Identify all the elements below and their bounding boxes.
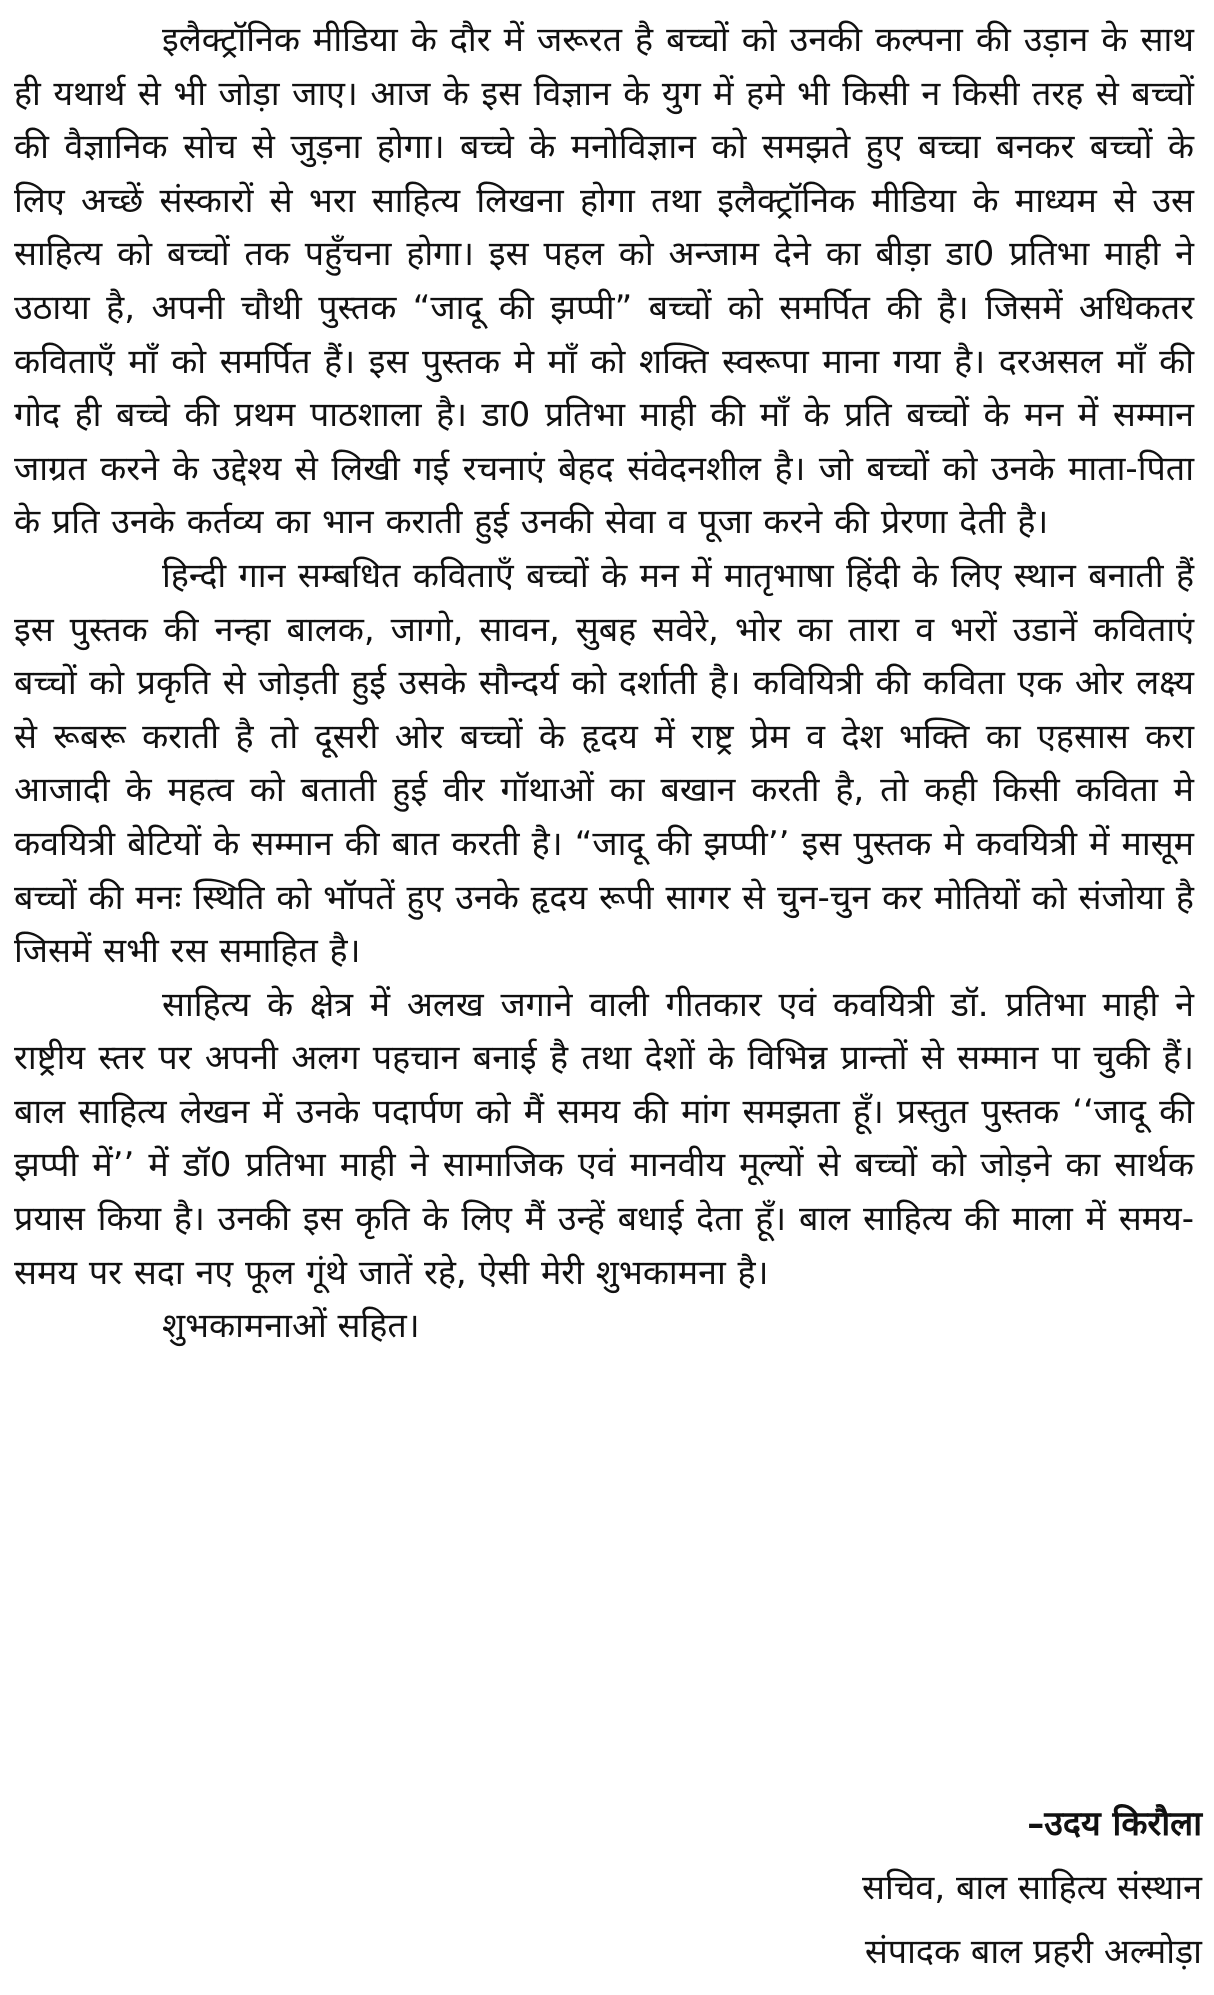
signature-block xyxy=(862,1792,1202,1984)
signature-title-secretary: सचिव, बाल साहित्य संस्थान xyxy=(862,1868,1202,1908)
closing-line: शुभकामनाओं सहित। xyxy=(162,1306,420,1347)
paragraph-2: हिन्दी गान सम्बधित कविताएँ बच्चों के मन में मातृभाषा हिंदी के लिए स्थान बनाती हैं इस पुस्तक की नन्हा बालक, जागो, सावन, सुबह सवेरे, भोर का तारा व भरों उडानें कविताएं बच्चों को प्रकृति से जोड़ती हुई उसके सौन्दर्य को दर्शाती है। कवियित्री की कविता एक ओर लक्ष्य से रूबरू कराती है तो दूसरी ओर बच्चों के हृदय में राष्ट्र प्रेम व देश भक्ति का एहसास करा आजादी के महत्व को बताती हुई वीर गॉथाओं का बखान करती है, तो कही किसी कविता मे कवयित्री बेटियों के सम्मान की बात करती है। “जादू की झप्पी’’ इस पुस्तक मे कवयित्री में मासूम बच्चों की मनः स्थिति को भॉपतें हुए उनके हृदय रूपी सागर से चुन-चुन कर मोतियों को संजोया है जिसमें सभी रस समाहित है। xyxy=(14,555,1194,972)
paragraph-1: इलैक्ट्रॉनिक मीडिया के दौर में जरूरत है बच्चों को उनकी कल्पना की उड़ान के साथ ही यथार्थ से भी जोड़ा जाए। आज के इस विज्ञान के युग में हमे भी किसी न किसी तरह से बच्चों की वैज्ञानिक सोच से जुड़ना होगा। बच्चे के मनोविज्ञान को समझते हुए बच्चा बनकर बच्चों के लिए अच्छें संस्कारों से भरा साहित्य लिखना होगा तथा इलैक्ट्रॉनिक मीडिया के माध्यम से उस साहित्य को बच्चों तक पहुँचना होगा। इस पहल को अन्जाम देने का बीड़ा डा0 प्रतिभा माही ने उठाया है, अपनी चौथी पुस्तक “जादू की झप्पी” बच्चों को समर्पित की है। जिसमें अधिकतर कविताएँ माँ को समर्पित हैं। इस पुस्तक मे माँ को शक्ति स्वरूपा माना गया है। दरअसल माँ की गोद ही बच्चे की प्रथम पाठशाला है। डा0 प्रतिभा माही की माँ के प्रति बच्चों के मन में सम्मान जाग्रत करने के उद्देश्य से लिखी गई रचनाएं बेहद संवेदनशील है। जो बच्चों को उनके माता-पिता के प्रति उनके कर्तव्य का भान कराती हुई उनकी सेवा व पूजा करने की प्रेरणा देती है। xyxy=(14,20,1194,543)
signature-name: –उदय किरौला xyxy=(1027,1804,1202,1844)
signature-title-editor: संपादक बाल प्रहरी अल्मोड़ा xyxy=(864,1932,1202,1972)
document-page xyxy=(14,14,1194,1984)
paragraph-3: साहित्य के क्षेत्र में अलख जगाने वाली गीतकार एवं कवयित्री डॉ. प्रतिभा माही ने राष्ट्रीय स्तर पर अपनी अलग पहचान बनाई है तथा देशों के विभिन्न प्रान्तों से सम्मान पा चुकी हैं। बाल साहित्य लेखन में उनके पदार्पण को मैं समय की मांग समझता हूँ। प्रस्तुत पुस्तक ‘‘जादू की झप्पी में’’ में डॉ0 प्रतिभा माही ने सामाजिक एवं मानवीय मूल्यों से बच्चों को जोड़ने का सार्थक प्रयास किया है। उनकी इस कृति के लिए मैं उन्हें बधाई देता हूँ। बाल साहित्य की माला में समय-समय पर सदा नए फूल गूंथे जातें रहे, ऐसी मेरी शुभकामना है। xyxy=(14,984,1194,1293)
